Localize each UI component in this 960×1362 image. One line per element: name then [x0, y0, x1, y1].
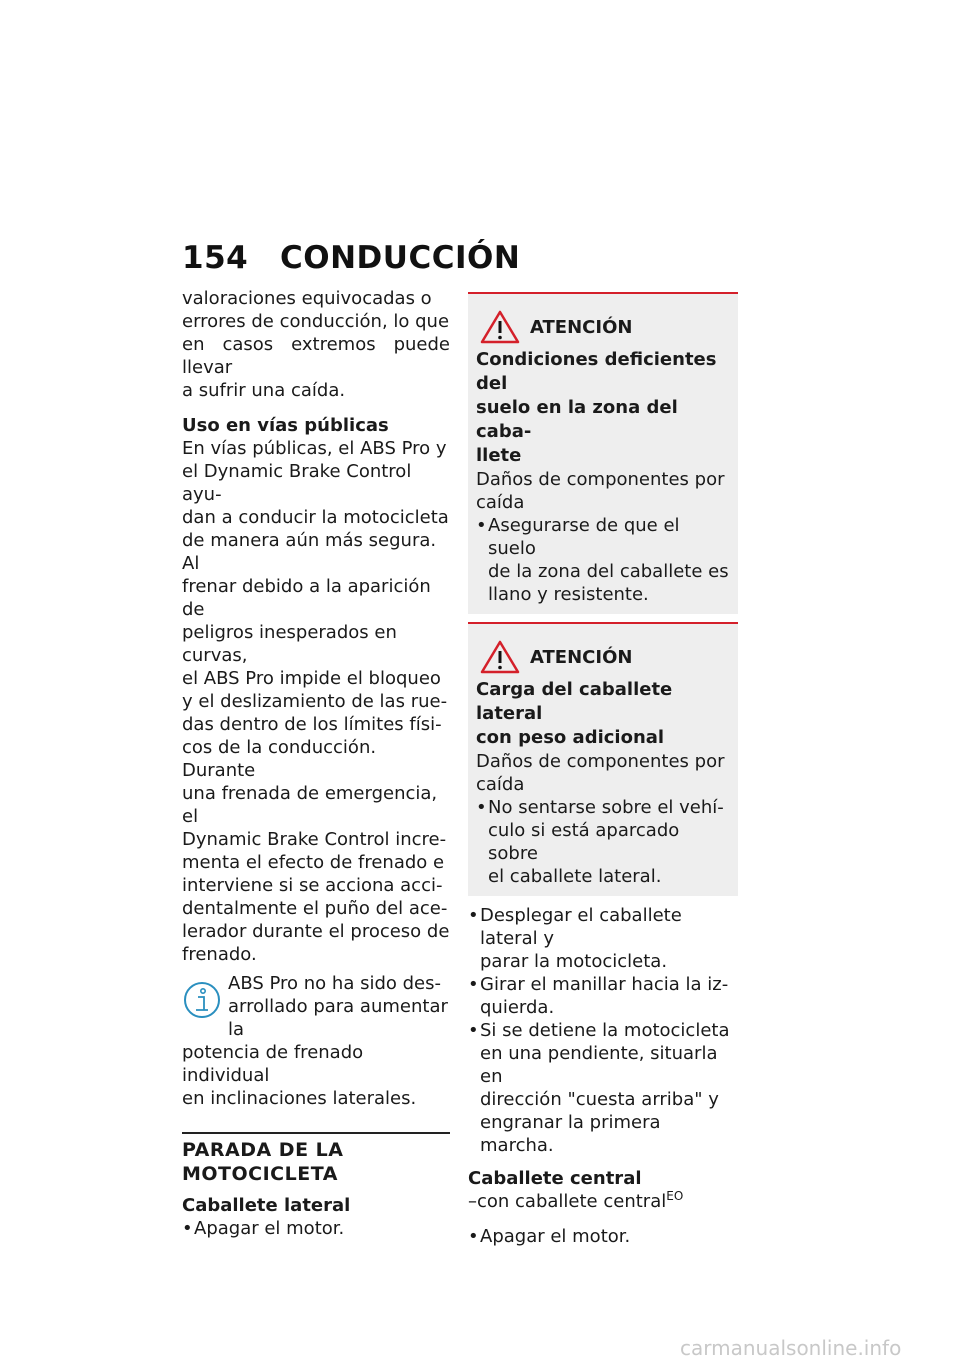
step-line: engranar la primera marcha.: [480, 1112, 661, 1156]
step-line: quierda.: [480, 997, 555, 1018]
body-line: el Dynamic Brake Control ayu-: [182, 461, 412, 505]
step-line: Desplegar el caballete lateral y: [480, 905, 682, 949]
warning-title: [476, 678, 730, 750]
warning-triangle-icon: [480, 310, 520, 344]
hazard-line: Daños de componentes por: [476, 469, 725, 490]
info-line: potencia de frenado individual: [182, 1042, 364, 1086]
bullet-icon: •: [476, 797, 487, 818]
warning-title-line: suelo en la zona del caba-: [476, 397, 678, 442]
warning-hazard: [476, 468, 730, 514]
page-header: [182, 240, 520, 280]
warning-header: [476, 306, 730, 348]
dash-marker: –: [468, 1191, 477, 1212]
action-line: culo si está aparcado sobre: [488, 820, 680, 864]
section-title-line: MOTOCICLETA: [182, 1163, 338, 1185]
body-line: de manera aún más segura. Al: [182, 530, 437, 574]
warning-action: [476, 796, 730, 888]
public-roads-heading: Uso en vías públicas: [182, 415, 389, 436]
center-stand-heading: Caballete central: [468, 1168, 642, 1189]
body-line: Dynamic Brake Control incre-: [182, 829, 447, 850]
left-column: [182, 287, 450, 1240]
step-item: [468, 904, 738, 973]
step-text: Apagar el motor.: [480, 1226, 631, 1247]
info-line: arrollado para aumentar la: [228, 996, 448, 1040]
info-line: en inclinaciones laterales.: [182, 1088, 417, 1109]
body-line: menta el efecto de frenado e: [182, 852, 445, 873]
watermark: carmanualsonline.info: [680, 1336, 902, 1360]
body-line: lerador durante el proceso de: [182, 921, 450, 942]
action-line: el caballete lateral.: [488, 866, 662, 887]
body-line: frenado.: [182, 944, 257, 965]
step-line: Girar el manillar hacia la iz-: [480, 974, 729, 995]
body-line: peligros inesperados en curvas,: [182, 622, 397, 666]
action-line: No sentarse sobre el vehí-: [488, 797, 724, 818]
action-line: de la zona del caballete es: [488, 561, 729, 582]
info-icon: [182, 980, 222, 1020]
body-line: das dentro de los límites físi-: [182, 714, 442, 735]
step-list: [468, 904, 738, 1157]
center-stand-note: [468, 1190, 738, 1213]
info-line: ABS Pro no ha sido des-: [228, 973, 441, 994]
step-line: parar la motocicleta.: [480, 951, 668, 972]
warning-box-ground: [468, 292, 738, 614]
warning-label: ATENCIÓN: [530, 646, 633, 668]
body-line: interviene si se acciona acci-: [182, 875, 443, 896]
note-text: con caballete central: [477, 1191, 667, 1212]
warning-title-line: con peso adicional: [476, 727, 665, 748]
intro-line: en casos extremos puede llevar: [182, 334, 450, 378]
bullet-icon: •: [468, 905, 479, 926]
chapter-title: CONDUCCIÓN: [280, 240, 521, 276]
right-column: [468, 287, 738, 1248]
warning-header: [476, 636, 730, 678]
body-line: dentalmente el puño del ace-: [182, 898, 448, 919]
page-number: 154: [182, 240, 249, 276]
body-line: y el deslizamiento de las rue-: [182, 691, 448, 712]
center-stand-step: [468, 1225, 738, 1248]
bullet-icon: •: [468, 1020, 479, 1041]
step-item: [468, 1019, 738, 1157]
bullet-icon: •: [476, 515, 487, 536]
section-title-line: PARADA DE LA: [182, 1139, 344, 1161]
body-line: En vías públicas, el ABS Pro y: [182, 438, 447, 459]
bullet-icon: •: [468, 1226, 479, 1247]
hazard-line: caída: [476, 492, 525, 513]
side-stand-heading: Caballete lateral: [182, 1195, 351, 1216]
body-line: una frenada de emergencia, el: [182, 783, 438, 827]
section-divider: [182, 1132, 450, 1134]
warning-label: ATENCIÓN: [530, 316, 633, 338]
step-line: dirección "cuesta arriba" y: [480, 1089, 719, 1110]
warning-title-line: llete: [476, 445, 522, 466]
intro-paragraph: [182, 287, 450, 402]
intro-line: a sufrir una caída.: [182, 380, 346, 401]
section-title: [182, 1138, 450, 1186]
warning-title-line: Condiciones deficientes del: [476, 349, 717, 394]
body-line: cos de la conducción. Durante: [182, 737, 377, 781]
body-line: dan a conducir la motocicleta: [182, 507, 449, 528]
bullet-icon: •: [468, 974, 479, 995]
intro-line: valoraciones equivocadas o: [182, 288, 432, 309]
warning-triangle-icon: [480, 640, 520, 674]
intro-line: errores de conducción, lo que: [182, 311, 450, 332]
warning-action: [476, 514, 730, 606]
warning-title: [476, 348, 730, 468]
side-stand-step: [182, 1217, 450, 1240]
warning-title-line: Carga del caballete lateral: [476, 679, 673, 724]
public-roads-paragraph: [182, 437, 450, 966]
step-line: en una pendiente, situarla en: [480, 1043, 718, 1087]
info-note: [182, 972, 450, 1110]
optional-equipment-mark: EO: [666, 1189, 684, 1203]
body-line: frenar debido a la aparición de: [182, 576, 431, 620]
action-line: llano y resistente.: [488, 584, 649, 605]
body-line: el ABS Pro impide el bloqueo: [182, 668, 441, 689]
step-text: Apagar el motor.: [194, 1218, 345, 1239]
warning-box-load: [468, 622, 738, 896]
hazard-line: caída: [476, 774, 525, 795]
action-line: Asegurarse de que el suelo: [488, 515, 680, 559]
warning-hazard: [476, 750, 730, 796]
step-item: [468, 973, 738, 1019]
hazard-line: Daños de componentes por: [476, 751, 725, 772]
step-line: Si se detiene la motocicleta: [480, 1020, 730, 1041]
bullet-icon: •: [182, 1218, 193, 1239]
